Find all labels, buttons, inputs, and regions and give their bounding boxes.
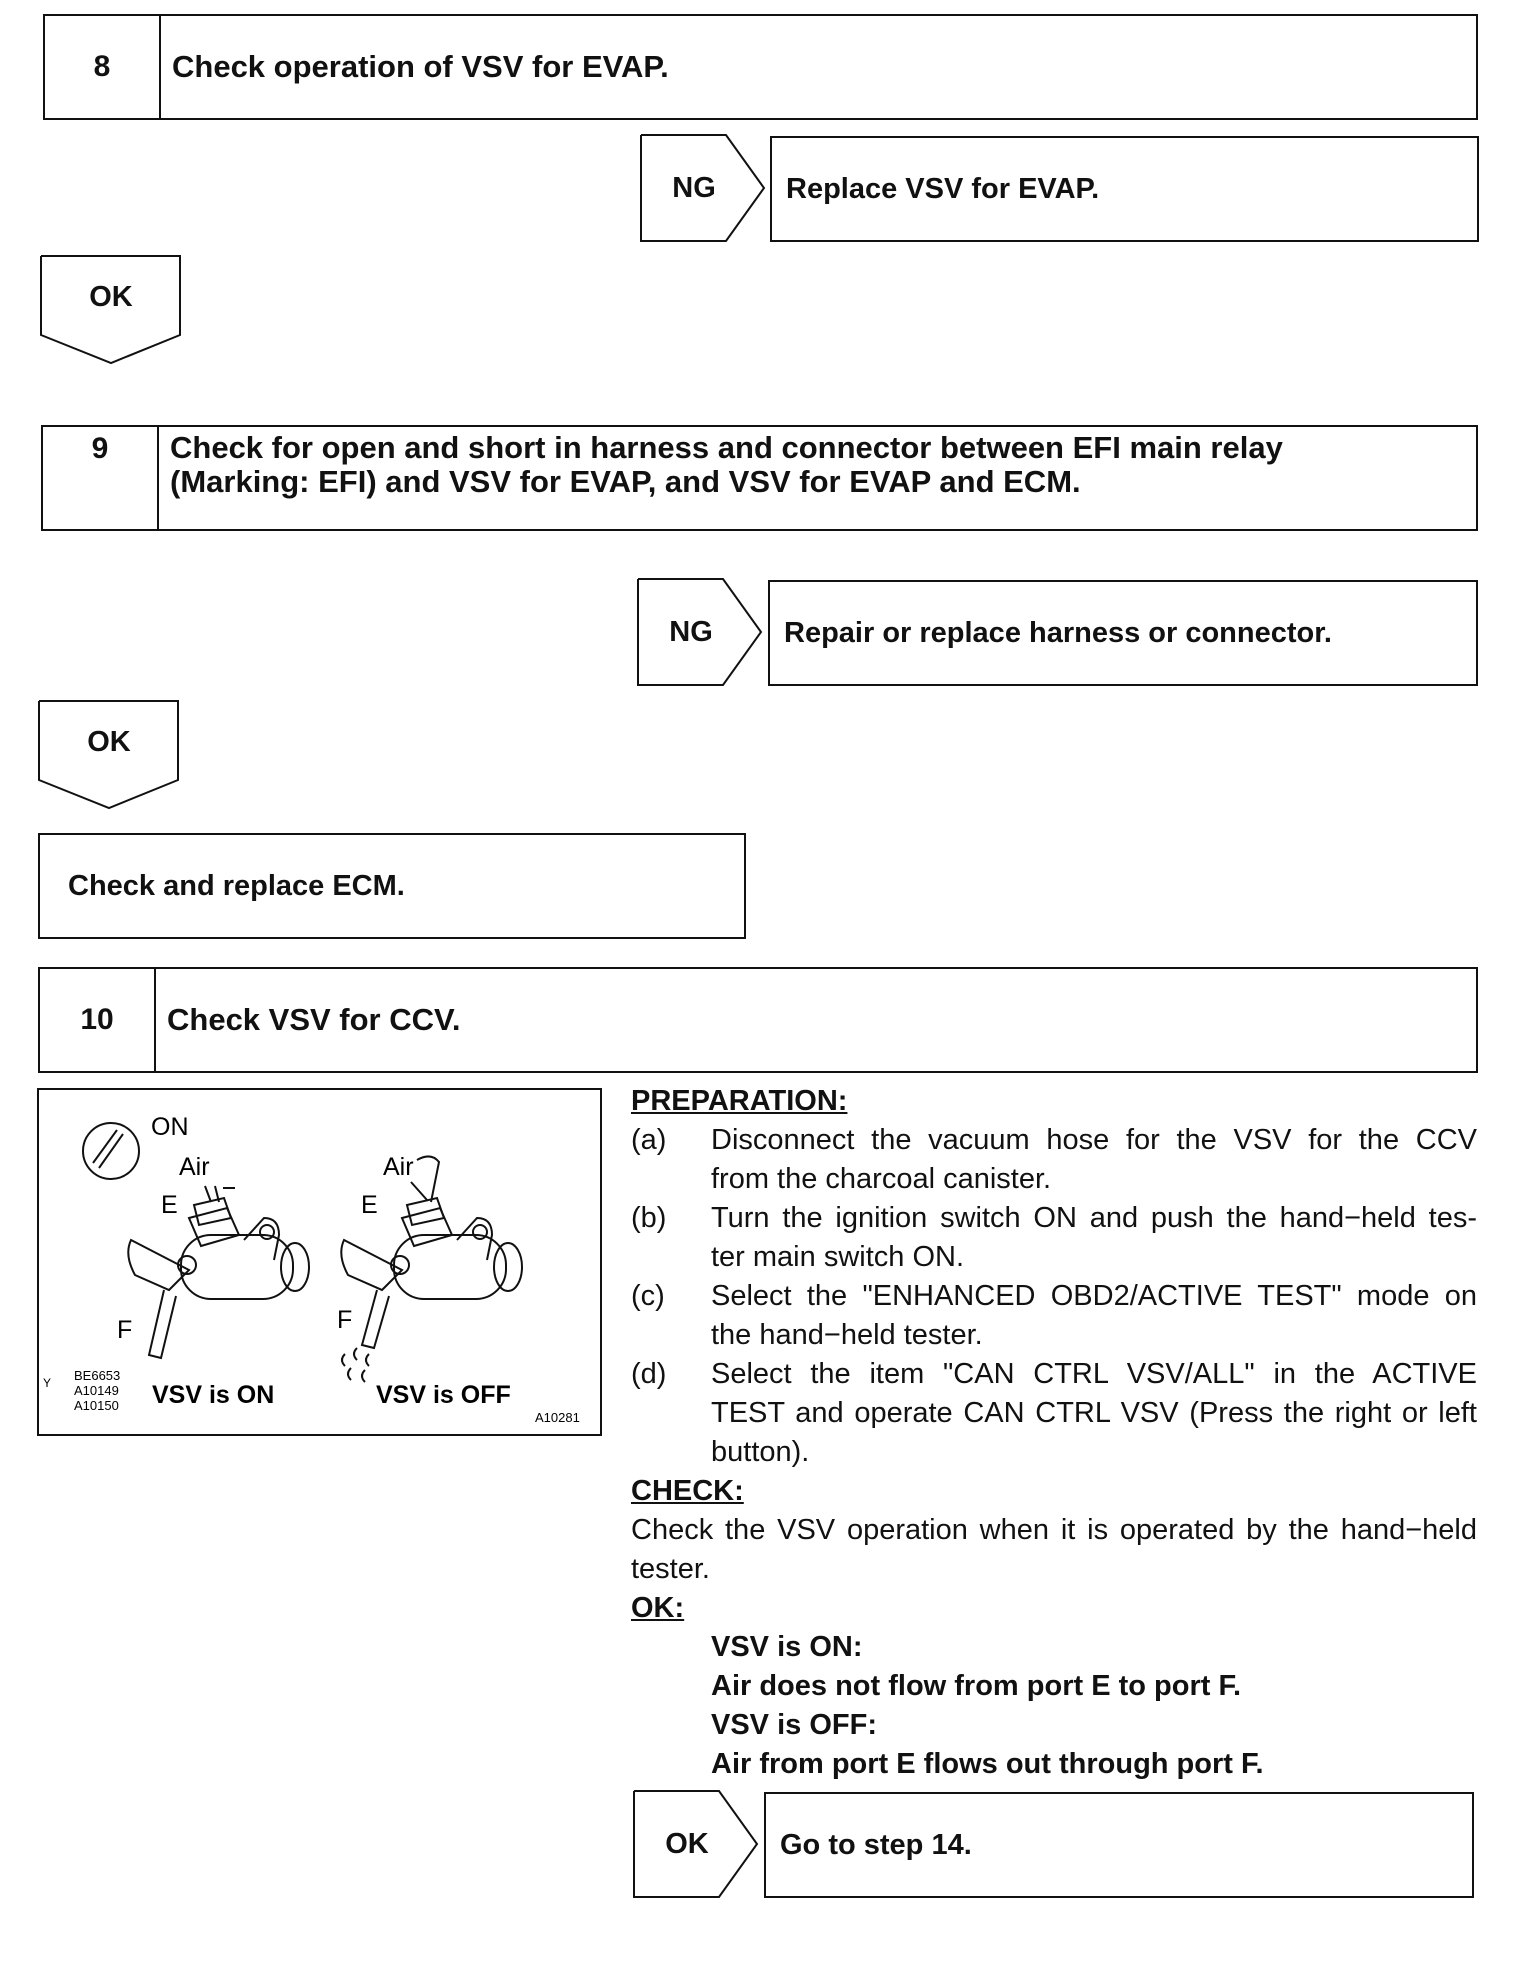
check-line: tester.	[631, 1553, 710, 1585]
label-vsv-on: VSV is ON	[152, 1381, 275, 1409]
ok-action-box: Check and replace ECM.	[38, 833, 746, 939]
preparation-heading: PREPARATION:	[631, 1085, 848, 1117]
step-8-header	[43, 14, 1478, 120]
prep-item-a	[631, 1121, 1477, 1199]
ok-label: OK	[665, 1827, 709, 1860]
ng-label: NG	[669, 615, 713, 648]
label-port-e-right: E	[361, 1191, 378, 1219]
step-title: Check VSV for CCV.	[167, 1002, 461, 1037]
ok-action-box: Go to step 14.	[764, 1792, 1474, 1898]
label-code-1: BE6653	[74, 1368, 121, 1383]
prep-item-b	[631, 1199, 1477, 1277]
step-10-header	[38, 967, 1478, 1073]
ok-line: Air does not flow from port E to port F.	[711, 1670, 1242, 1702]
item-label: (c)	[631, 1280, 665, 1312]
label-vsv-off: VSV is OFF	[376, 1381, 511, 1409]
item-line: TEST and operate CAN CTRL VSV (Press the right or left	[711, 1397, 1477, 1429]
item-line: ter main switch ON.	[711, 1241, 964, 1273]
label-code-3: A10150	[74, 1398, 119, 1413]
ng-label: NG	[672, 171, 716, 204]
ok-line: VSV is ON:	[711, 1631, 863, 1663]
step-title: Check operation of VSV for EVAP.	[172, 49, 669, 84]
instruction-text	[631, 1082, 1477, 1784]
check-line: Check the VSV operation when it is operated by the hand−held	[631, 1514, 1477, 1546]
prep-item-d	[631, 1355, 1477, 1472]
step-number: 10	[40, 969, 156, 1071]
step-number	[43, 427, 159, 529]
label-figure-code: A10281	[535, 1410, 580, 1425]
label-port-e-left: E	[161, 1191, 178, 1219]
item-label: (b)	[631, 1202, 667, 1234]
item-label: (a)	[631, 1124, 667, 1156]
label-port-f-right: F	[337, 1306, 353, 1334]
step-title	[170, 427, 1464, 529]
step-number: 8	[45, 16, 161, 118]
item-line: button).	[711, 1436, 810, 1468]
label-on: ON	[151, 1113, 189, 1141]
ignition-key-icon	[83, 1123, 139, 1179]
vsv-illustration	[39, 1090, 600, 1434]
item-line: the hand−held tester.	[711, 1319, 983, 1351]
item-line: Disconnect the vacuum hose for the VSV for the CCV	[711, 1124, 1477, 1156]
ok-heading: OK:	[631, 1592, 685, 1624]
label-code-2: A10149	[74, 1383, 119, 1398]
ok-label: OK	[89, 280, 133, 313]
item-line: Turn the ignition switch ON and push the hand−held tes-	[711, 1202, 1477, 1234]
check-heading: CHECK:	[631, 1475, 744, 1507]
ok-line: Air from port E flows out through port F.	[711, 1748, 1264, 1780]
label-port-f-left: F	[117, 1316, 133, 1344]
prep-item-c	[631, 1277, 1477, 1355]
vsv-valve-icon	[128, 1186, 309, 1358]
label-air-left: Air	[179, 1153, 210, 1181]
step-title-line-2: (Marking: EFI) and VSV for EVAP, and VSV for EVAP and ECM.	[170, 464, 1081, 499]
ng-action-box: Replace VSV for EVAP.	[770, 136, 1479, 242]
label-code-y: Y	[43, 1376, 52, 1390]
step-9-header	[41, 425, 1478, 531]
item-line: Select the "ENHANCED OBD2/ACTIVE TEST" mode on	[711, 1280, 1477, 1312]
ok-label: OK	[87, 725, 131, 758]
step-title-line-1: Check for open and short in harness and connector between EFI main relay	[170, 430, 1283, 465]
ng-action-box: Repair or replace harness or connector.	[768, 580, 1478, 686]
ok-line: VSV is OFF:	[711, 1709, 877, 1741]
label-air-right: Air	[383, 1153, 414, 1181]
item-line: from the charcoal canister.	[711, 1163, 1052, 1195]
step-number-text: 9	[91, 432, 109, 465]
vsv-figure	[37, 1088, 602, 1436]
item-label: (d)	[631, 1358, 667, 1390]
item-line: Select the item "CAN CTRL VSV/ALL" in the ACTIVE	[711, 1358, 1477, 1390]
